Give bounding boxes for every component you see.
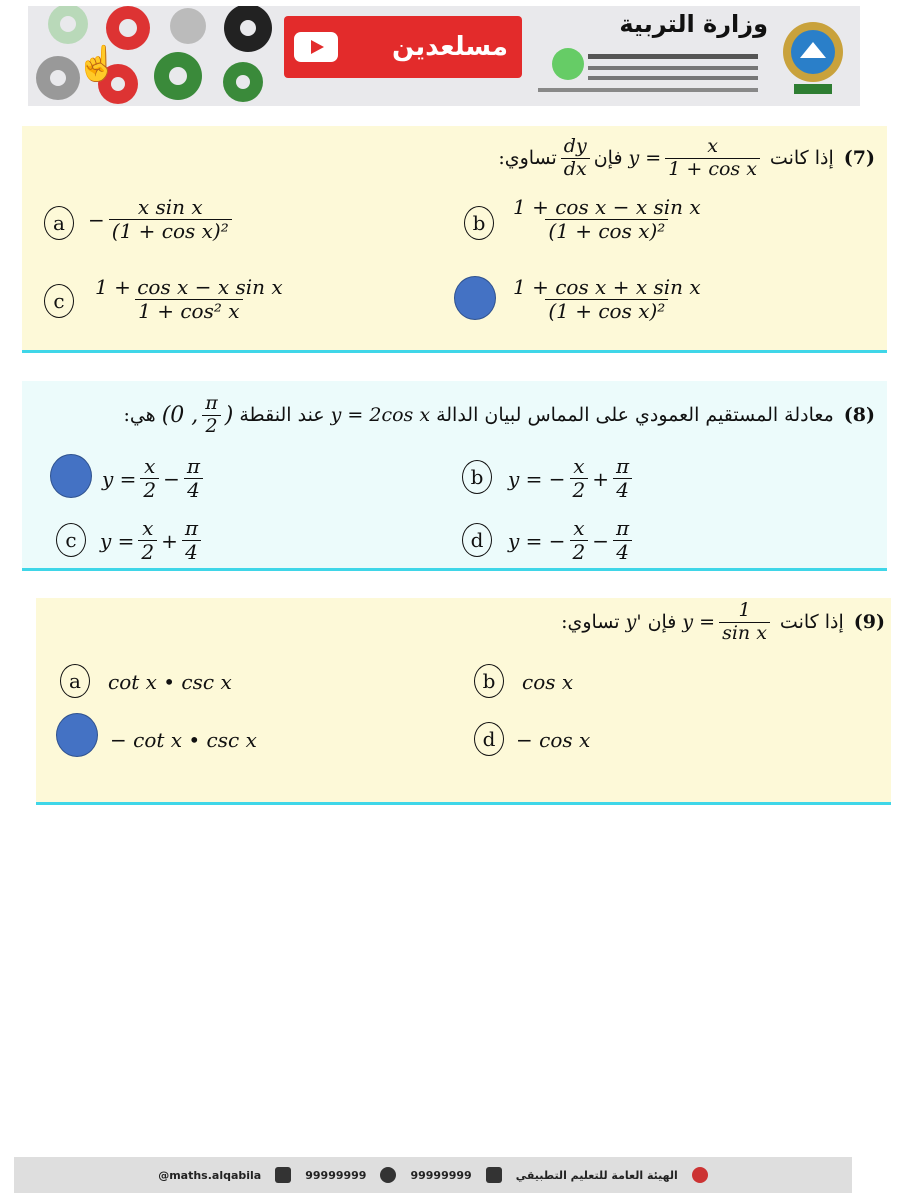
option-c-marker[interactable]: c xyxy=(56,523,86,557)
hand-pointer-icon: ☝ xyxy=(76,44,119,84)
stem-text: إذا كانت xyxy=(769,147,834,170)
youtube-play-icon xyxy=(294,32,338,62)
page-header xyxy=(28,6,860,106)
option-b-marker[interactable]: b xyxy=(474,664,504,698)
option-b-marker[interactable]: b xyxy=(464,206,494,240)
phone-icon xyxy=(486,1167,502,1183)
stem-text: عند النقطة xyxy=(239,404,325,427)
option-d-expression[interactable]: − cos x xyxy=(516,728,591,752)
option-a-selected-marker[interactable] xyxy=(50,454,92,498)
stem-text: معادلة المستقيم العمودي على المماس لبيان الدالة xyxy=(436,404,834,427)
stem-text: فإن xyxy=(593,147,623,170)
option-b-expression[interactable]: y = − $\frac{x}{2}$ + $\frac{\pi}{4}$ xyxy=(508,455,636,502)
option-a-expression[interactable]: y = $\frac{x}{2}$ − $\frac{\pi}{4}$ xyxy=(102,455,207,502)
option-d-selected-marker[interactable] xyxy=(454,276,496,320)
footer-social-handle[interactable]: @maths.alqabila xyxy=(158,1168,262,1182)
option-a-marker[interactable]: a xyxy=(44,206,74,240)
stem-text: إذا كانت xyxy=(779,611,844,634)
option-c-selected-marker[interactable] xyxy=(56,713,98,757)
banner-text: مسلعدين xyxy=(391,32,508,62)
question-number: (7) xyxy=(843,147,875,170)
footer-phone-2: 99999999 xyxy=(410,1168,472,1182)
footer-phone-1: 99999999 xyxy=(305,1168,367,1182)
footer-address: الهيئة العامة للتعليم التطبيقي xyxy=(515,1168,678,1182)
option-a-expression[interactable]: − $\frac{\text{x sin x}}{\text{(1 + cos x)²}}$ xyxy=(88,196,236,243)
question-stem xyxy=(561,600,885,645)
page-footer xyxy=(14,1157,852,1193)
question-number: (9) xyxy=(853,611,885,634)
question-stem xyxy=(498,136,875,181)
option-d-expression[interactable]: y = − $\frac{x}{2}$ − $\frac{\pi}{4}$ xyxy=(508,517,636,564)
question-stem xyxy=(123,393,875,438)
question-card-8 xyxy=(22,381,887,568)
stem-text: تساوي: xyxy=(561,611,620,634)
option-a-expression[interactable]: cot x • csc x xyxy=(108,670,232,694)
option-b-marker[interactable]: b xyxy=(462,460,492,494)
option-d-marker[interactable]: d xyxy=(462,523,492,557)
stem-function: y = 2cos x xyxy=(330,404,431,427)
stem-text: هي: xyxy=(123,404,156,427)
channel-banner[interactable] xyxy=(284,16,522,78)
option-b-expression[interactable]: cos x xyxy=(522,670,574,694)
instagram-icon xyxy=(275,1167,291,1183)
gears-logo xyxy=(28,6,278,106)
stem-text: تساوي: xyxy=(498,147,557,170)
location-pin-icon xyxy=(692,1167,708,1183)
ministry-emblem xyxy=(780,12,846,100)
option-c-expression[interactable]: $\frac{\text{1 + cos x − x sin x}}{\text{1 + cos² x}}$ xyxy=(95,275,283,323)
question-card-9 xyxy=(36,598,891,802)
option-d-marker[interactable]: d xyxy=(474,722,504,756)
option-a-marker[interactable]: a xyxy=(60,664,90,698)
whatsapp-icon xyxy=(380,1167,396,1183)
option-b-expression[interactable]: $\frac{\text{1 + cos x − x sin x}}{\text{(1 + cos x)²}}$ xyxy=(513,195,701,243)
stem-variable: y' xyxy=(625,611,642,634)
question-card-7 xyxy=(22,126,887,350)
option-c-marker[interactable]: c xyxy=(44,284,74,318)
ministry-title: وزارة التربية xyxy=(619,10,768,38)
option-c-expression[interactable]: y = $\frac{x}{2}$ + $\frac{\pi}{4}$ xyxy=(100,517,205,564)
stem-function: y = $\frac{x}{\text{1 + cos x}}$ xyxy=(629,136,764,181)
ministry-subtitle-graphic xyxy=(528,44,768,98)
stem-function: y = $\frac{1}{\text{sin x}}$ xyxy=(682,600,774,645)
option-d-expression[interactable]: $\frac{\text{1 + cos x + x sin x}}{\text{(1 + cos x)²}}$ xyxy=(513,275,701,323)
question-number: (8) xyxy=(843,404,875,427)
stem-point: (0 , $\frac{\pi}{2}$ ) xyxy=(161,392,234,437)
stem-derivative: $\frac{dy}{dx}$ xyxy=(561,136,590,181)
option-c-expression[interactable]: − cot x • csc x xyxy=(110,728,257,752)
stem-text: فإن xyxy=(647,611,677,634)
